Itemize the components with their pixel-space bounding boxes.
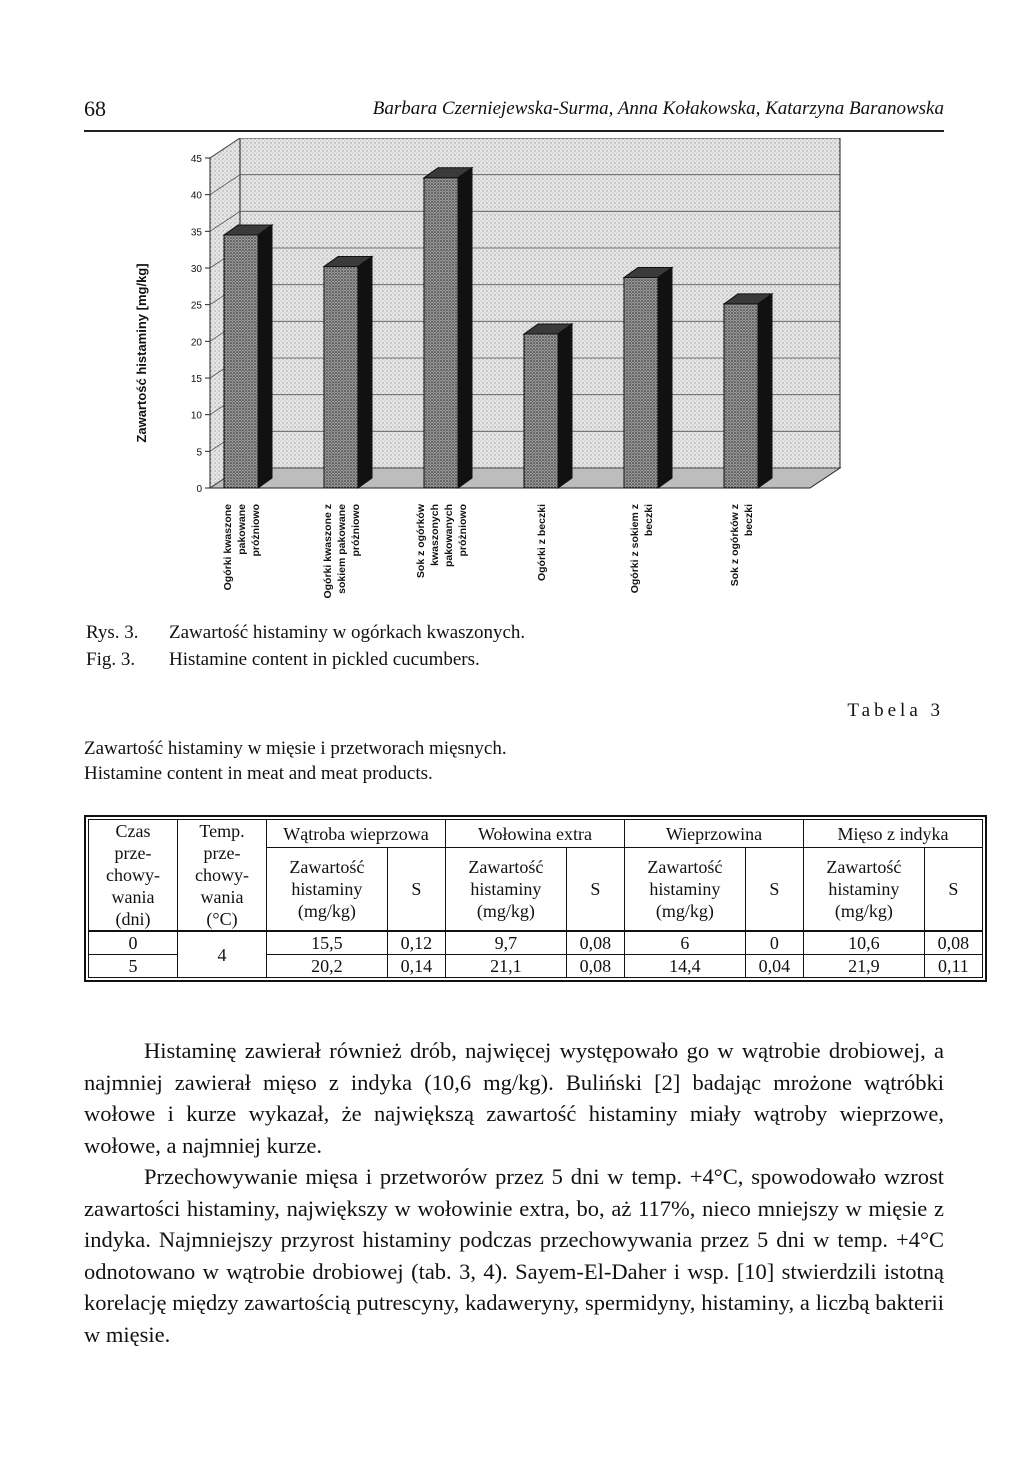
figure-caption-pl-text: Zawartość histaminy w ogórkach kwaszonych. — [169, 622, 526, 643]
y-tick-label: 30 — [190, 264, 202, 275]
bar-front — [524, 334, 558, 488]
cell: 0,08 — [566, 931, 624, 955]
cell: 10,6 — [804, 931, 925, 955]
bar-side — [258, 225, 272, 488]
cell: 0,04 — [745, 955, 803, 978]
bar — [624, 268, 672, 488]
header-storage-temp: Temp. prze- chowy- wania (°C) — [178, 820, 267, 932]
bar-side — [358, 257, 372, 488]
y-axis-ticks — [191, 154, 210, 495]
x-category-label: beczki — [643, 504, 655, 537]
x-axis-labels — [222, 503, 755, 598]
cell: 0 — [745, 931, 803, 955]
x-category-label: pakowanych — [443, 504, 455, 568]
bar — [424, 168, 472, 488]
x-category-label: próżniowo — [457, 504, 469, 557]
cell-days: 5 — [89, 955, 178, 978]
table-label: Tabela 3 — [847, 700, 944, 721]
x-category-label: Ogórki kwaszone z — [322, 504, 334, 599]
sub-s: S — [566, 848, 624, 931]
x-category-label: próżniowo — [250, 504, 262, 557]
x-category-label: Sok z ogórków z — [729, 504, 741, 587]
x-category-label: Sok z ogórków — [415, 504, 427, 579]
bar-side — [558, 324, 572, 488]
group-beef-extra: Wołowina extra — [446, 820, 625, 848]
sub-content: Zawartość histaminy (mg/kg) — [625, 848, 746, 931]
table-title-en: Histamine content in meat and meat products. — [84, 763, 433, 784]
y-tick-label: 10 — [190, 410, 202, 422]
bar-side — [658, 268, 672, 488]
sub-content: Zawartość histaminy (mg/kg) — [267, 848, 388, 931]
figure-label-pl: Rys. 3. — [86, 622, 139, 643]
bar — [224, 225, 272, 488]
bar — [524, 324, 572, 488]
cell: 9,7 — [446, 931, 567, 955]
table-title-pl: Zawartość histaminy w mięsie i przetworach mięsnych. — [84, 738, 507, 759]
bar-side — [758, 294, 772, 488]
paragraph-2: Przechowywanie mięsa i przetworów przez 5 dni w temp. +4°C, spowodowało wzrost zawartości histaminy, największy w wołowinie extra, bo, aż 117%, nieco mniejszy w mięsie z indyka. Najmniejszy przyrost histaminy podczas przechowywania przez 5 dni w temp. +4°C odnotowano w wątrobie drobiowej (tab. 3, 4). Sayem-El-Daher i wsp. [10] stwierdzili istotną korelację między zawartością putrescyny, kadaweryny, spermidyny, histaminy, a liczbą bakterii w mięsie. — [84, 1164, 944, 1347]
group-pork: Wieprzowina — [625, 820, 804, 848]
y-tick-label: 15 — [190, 374, 202, 385]
y-tick-label: 40 — [190, 190, 202, 202]
cell-days: 0 — [89, 931, 178, 955]
page-number: 68 — [84, 96, 106, 121]
y-tick-label: 25 — [190, 300, 202, 312]
x-category-label: próżniowo — [350, 504, 362, 557]
x-category-label: Ogórki z sokiem z — [629, 504, 641, 594]
cell: 0,12 — [387, 931, 445, 955]
x-category-label: Ogórki kwaszone — [222, 504, 234, 591]
bar-front — [424, 178, 458, 488]
cell: 0,11 — [924, 955, 982, 978]
cell: 0,08 — [566, 955, 624, 978]
group-turkey: Mięso z indyka — [804, 820, 983, 848]
bar — [724, 294, 772, 488]
bar-front — [224, 235, 258, 488]
cell: 21,9 — [804, 955, 925, 978]
figure-caption-pl — [86, 622, 526, 644]
bar — [324, 257, 372, 488]
sub-s: S — [924, 848, 982, 931]
sub-s: S — [387, 848, 445, 931]
histamine-bar-chart — [110, 138, 870, 618]
cell: 14,4 — [625, 955, 746, 978]
histamine-meat-table — [84, 815, 987, 982]
table-row — [89, 931, 983, 955]
page-header — [84, 96, 944, 132]
cell: 6 — [625, 931, 746, 955]
group-pork-liver: Wątroba wieprzowa — [267, 820, 446, 848]
cell: 0,14 — [387, 955, 445, 978]
bar-front — [624, 278, 658, 488]
y-tick-label: 5 — [196, 447, 202, 459]
bar-front — [324, 267, 358, 488]
cell: 0,08 — [924, 931, 982, 955]
y-tick-label: 20 — [190, 337, 202, 349]
x-category-label: sokiem pakowane — [336, 504, 348, 594]
figure-caption-en — [86, 649, 480, 671]
data-table — [88, 819, 983, 978]
bar-side — [458, 168, 472, 488]
sub-content: Zawartość histaminy (mg/kg) — [446, 848, 567, 931]
y-tick-label: 45 — [190, 154, 202, 165]
body-text — [84, 1035, 944, 1350]
x-category-label: pakowane — [236, 504, 248, 555]
y-tick-label: 0 — [196, 484, 202, 495]
bar-front — [724, 304, 758, 488]
cell: 15,5 — [267, 931, 388, 955]
sub-content: Zawartość histaminy (mg/kg) — [804, 848, 925, 931]
figure-label-en: Fig. 3. — [86, 649, 136, 670]
cell-temp: 4 — [178, 931, 267, 978]
header-storage-time: Czas prze- chowy- wania (dni) — [89, 820, 178, 932]
figure-caption-en-text: Histamine content in pickled cucumbers. — [169, 649, 480, 670]
x-category-label: Ogórki z beczki — [536, 504, 548, 582]
running-head-authors: Barbara Czerniejewska-Surma, Anna Kołakowska, Katarzyna Baranowska — [372, 98, 944, 119]
table-header-row-groups — [89, 820, 983, 848]
x-category-label: kwaszonych — [429, 504, 441, 566]
cell: 21,1 — [446, 955, 567, 978]
cell: 20,2 — [267, 955, 388, 978]
sub-s: S — [745, 848, 803, 931]
y-axis-label: Zawartość histaminy [mg/kg] — [134, 263, 149, 443]
paragraph-1: Histaminę zawierał również drób, najwięcej występowało go w wątrobie drobiowej, a najmniej zawierał mięso z indyka (10,6 mg/kg). Buliński [2] badając mrożone wątróbki wołowe i kurze wykazał, że największą zawartość histaminy miały wątroby wieprzowe, wołowe, a najmniej kurze. — [84, 1038, 944, 1158]
y-tick-label: 35 — [190, 227, 202, 239]
x-category-label: beczki — [743, 504, 755, 537]
